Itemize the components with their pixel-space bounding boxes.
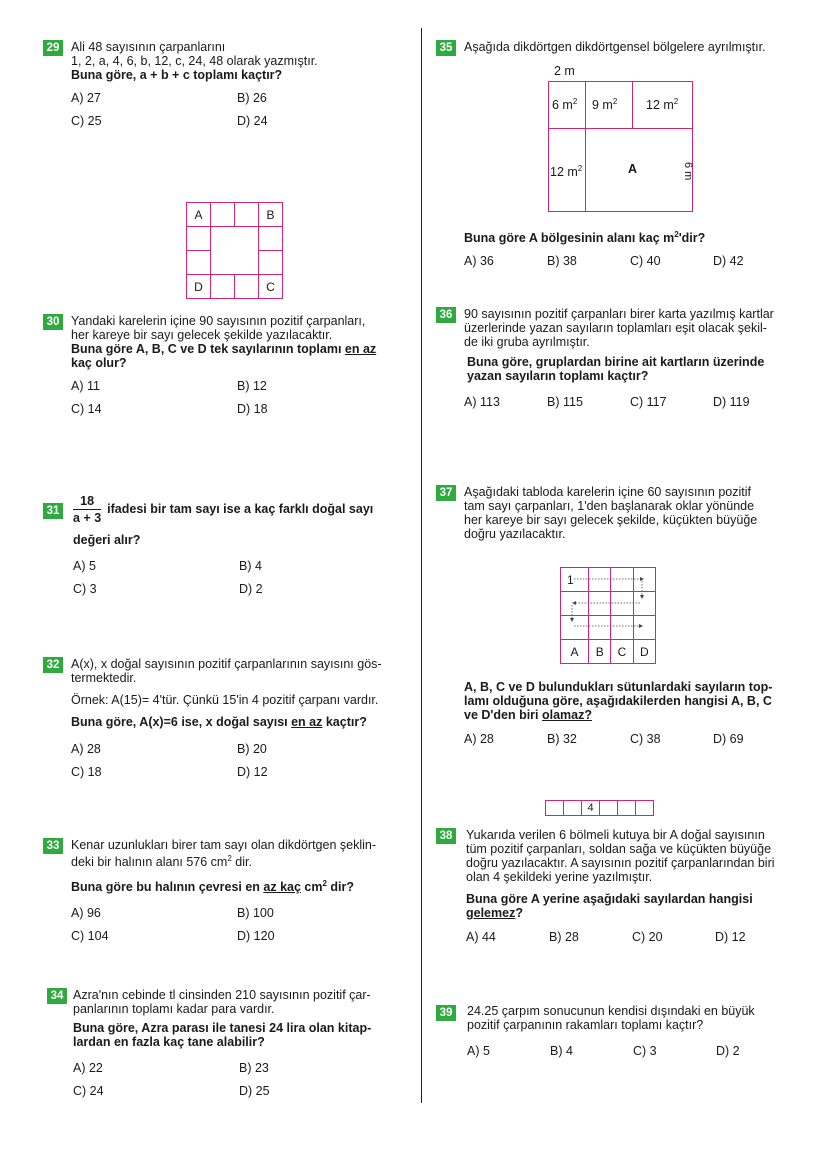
question-text: üzerlerinde yazan sayıların toplamları eşit olacak şekil- — [464, 321, 767, 335]
question-text: 90 sayısının pozitif çarpanları birer karta yazılmış kartlar — [464, 307, 774, 321]
example-text: Örnek: A(15)= 4'tür. Çünkü 15'in 4 pozitif çarpanı vardır. — [71, 693, 379, 707]
option-c[interactable]: C) 24 — [73, 1084, 104, 1098]
question-number: 38 — [436, 828, 456, 844]
question-prompt: ve D'den biri olamaz? — [464, 708, 593, 722]
line — [632, 81, 633, 128]
box-cell — [564, 801, 582, 816]
grid-cell-b: B — [589, 640, 611, 664]
question-35 — [436, 40, 816, 54]
option-d[interactable]: D) 18 — [237, 402, 268, 416]
option-a[interactable]: A) 28 — [71, 742, 101, 756]
question-number: 31 — [43, 503, 63, 519]
option-a[interactable]: A) 11 — [71, 379, 100, 393]
question-text: Yukarıda verilen 6 bölmeli kutuya bir A doğal sayısının — [466, 828, 765, 842]
option-c[interactable]: C) 25 — [71, 114, 102, 128]
question-prompt: yazan sayıların toplamı kaçtır? — [467, 369, 649, 383]
option-c[interactable]: C) 3 — [633, 1044, 657, 1058]
option-b[interactable]: B) 4 — [550, 1044, 573, 1058]
question-37 — [436, 485, 816, 541]
question-prompt: A, B, C ve D bulundukları sütunlardaki sayıların top- — [464, 680, 773, 694]
question-text: doğru yazılacaktır. A sayısının pozitif çarpanlarından biri — [466, 856, 775, 870]
option-d[interactable]: D) 120 — [237, 929, 275, 944]
question-text: Yandaki karelerin içine 90 sayısının pozitif çarpanları, — [71, 314, 366, 328]
question-prompt: Buna göre A yerine aşağıdaki sayılardan hangisi — [466, 892, 753, 906]
grid-cell — [187, 251, 211, 275]
question-prompt: lardan en fazla kaç tane alabilir? — [73, 1035, 265, 1049]
region-12m2-top: 12 $m^2$ — [646, 97, 679, 113]
grid-cell-a: A — [187, 203, 211, 227]
option-b[interactable]: B) 26 — [237, 91, 267, 105]
option-c[interactable]: C) 40 — [630, 254, 661, 269]
question-prompt: Buna göre bu halının çevresi en az kaç $cm^2$ dir? — [71, 879, 355, 895]
grid-cell-c: C — [611, 640, 633, 664]
q37-grid-figure — [560, 567, 656, 661]
grid-cell — [259, 251, 283, 275]
option-b[interactable]: B) 28 — [549, 930, 579, 944]
arrow-head — [572, 601, 576, 605]
option-c[interactable]: C) 117 — [630, 395, 667, 409]
question-number: 33 — [43, 838, 63, 854]
option-c[interactable]: C) 20 — [632, 930, 663, 944]
option-d[interactable]: D) 12 — [715, 930, 746, 944]
question-31 — [43, 494, 413, 596]
question-prompt: Buna göre A bölgesinin alanı kaç $m^2'dir$? — [464, 230, 706, 246]
grid-cell-c: C — [259, 275, 283, 299]
question-29 — [43, 40, 413, 128]
arrow-head — [639, 624, 643, 628]
box-cell — [636, 801, 654, 816]
question-text: her kareye bir sayı gelecek şekilde yazılacaktır. — [71, 328, 333, 342]
grid-cell — [259, 227, 283, 251]
grid-cell-b: B — [259, 203, 283, 227]
question-text: A(x), x doğal sayısının pozitif çarpanlarının sayısını gös- — [71, 657, 382, 671]
question-text: Aşağıdaki tabloda karelerin içine 60 sayısının pozitif — [464, 485, 751, 499]
question-prompt: Buna göre, Azra parası ile tanesi 24 lira olan kitap- — [73, 1021, 372, 1035]
question-text: Kenar uzunlukları birer tam sayı olan dikdörtgen şeklin- — [71, 838, 377, 852]
question-text: Ali 48 sayısının çarpanlarını — [71, 40, 226, 54]
box-cell — [618, 801, 636, 816]
arrow-head — [570, 618, 574, 622]
grid-cell — [235, 203, 259, 227]
line — [585, 81, 586, 212]
option-a[interactable]: A) 22 — [73, 1061, 103, 1075]
line — [548, 128, 693, 129]
option-d[interactable]: D) 2 — [716, 1044, 740, 1058]
question-36 — [436, 307, 816, 409]
box-cell-4: 4 — [582, 801, 600, 816]
option-a[interactable]: A) 44 — [466, 930, 496, 944]
option-d[interactable]: D) 69 — [713, 732, 744, 746]
option-a[interactable]: A) 27 — [71, 91, 101, 105]
grid-cell-d: D — [187, 275, 211, 299]
option-b[interactable]: B) 115 — [547, 395, 583, 409]
question-prompt: Buna göre A, B, C ve D tek sayılarının toplamı en az kaç olur? — [71, 342, 377, 370]
q38-six-box-figure — [545, 800, 654, 816]
question-text: deki bir halının alanı 576 $cm^2$ dir. — [71, 854, 252, 870]
question-prompt: Buna göre, gruplardan birine ait kartların üzerinde — [467, 355, 765, 369]
question-text: tüm pozitif çarpanları, soldan sağa ve küçükten büyüğe — [466, 842, 772, 856]
option-d[interactable]: D) 2 — [239, 582, 263, 596]
option-a[interactable]: A) 113 — [464, 395, 500, 409]
option-c[interactable]: C) 38 — [630, 732, 661, 746]
grid-cell — [211, 203, 235, 227]
question-prompt: lamı olduğuna göre, aşağıdakilerden hangisi A, B, C — [464, 694, 772, 708]
question-30 — [43, 314, 413, 416]
question-number: 37 — [436, 485, 456, 501]
region-9m2: 9 $m^2$ — [592, 97, 618, 113]
option-c[interactable]: C) 14 — [71, 402, 102, 416]
grid-cell — [211, 275, 235, 299]
question-text: 24.25 çarpım sonucunun kendisi dışındaki en büyük — [467, 1004, 755, 1018]
option-d[interactable]: D) 25 — [239, 1084, 270, 1098]
box-cell — [600, 801, 618, 816]
question-text: olan 4 şekildeki yerine yazılmıştır. — [466, 870, 653, 884]
question-prompt: değeri alır? — [73, 533, 141, 547]
option-b[interactable]: B) 38 — [547, 254, 577, 269]
question-text: Azra'nın cebinde tl cinsinden 210 sayısının pozitif çar- — [73, 988, 371, 1002]
option-d[interactable]: D) 42 — [713, 254, 744, 269]
region-12m2-left: 12 $m^2$ — [550, 164, 583, 180]
option-b[interactable]: B) 12 — [237, 379, 267, 393]
grid-cell — [187, 227, 211, 251]
label-top-2m: 2 m — [554, 64, 575, 78]
question-prompt: $\frac{18}{a + 3}$ ifadesi bir tam sayı ise a kaç farklı doğal sayı — [73, 494, 374, 525]
question-number: 34 — [47, 988, 67, 1004]
option-a[interactable]: A) 36 — [464, 254, 494, 269]
question-number: 35 — [436, 40, 456, 56]
region-6m2: 6 $m^2$ — [552, 97, 578, 113]
option-a[interactable]: A) 96 — [71, 906, 101, 921]
question-number: 32 — [43, 657, 63, 673]
grid-cell-1: 1 — [561, 568, 589, 592]
option-c[interactable]: C) 104 — [71, 929, 109, 944]
column-divider — [421, 28, 422, 1103]
grid-cell-a: A — [561, 640, 589, 664]
question-33 — [43, 838, 413, 943]
option-a[interactable]: A) 28 — [464, 732, 494, 746]
question-text: pozitif çarpanının rakamları toplamı kaçtır? — [467, 1018, 704, 1032]
option-c[interactable]: C) 3 — [73, 582, 97, 596]
q35-rectangle-figure — [548, 64, 728, 216]
grid-cell — [235, 275, 259, 299]
question-39 — [436, 1004, 816, 1058]
fraction: $\frac{18}{a + 3}$ — [73, 494, 102, 525]
box-cell — [546, 801, 564, 816]
question-prompt: Buna göre, A(x)=6 ise, x doğal sayısı en az kaçtır? — [71, 715, 367, 729]
arrow-head — [640, 595, 644, 599]
region-a: A — [628, 162, 638, 176]
option-a[interactable]: A) 5 — [73, 559, 96, 573]
option-d[interactable]: D) 12 — [237, 765, 268, 779]
question-text: panlarının toplamı kadar para vardır. — [73, 1002, 275, 1016]
label-side-6m: 6 m — [682, 162, 694, 181]
grid-cell-d: D — [633, 640, 655, 664]
question-text: de iki gruba ayrılmıştır. — [464, 335, 590, 349]
question-number: 36 — [436, 307, 456, 323]
option-b[interactable]: B) 20 — [237, 742, 267, 756]
question-number: 30 — [43, 314, 63, 330]
option-d[interactable]: D) 119 — [713, 395, 750, 409]
question-text: tam sayı çarpanları, 1'den başlanarak oklar yönünde — [464, 499, 755, 513]
q30-grid-figure — [186, 202, 283, 299]
question-35-prompt — [436, 228, 816, 268]
option-b[interactable]: B) 32 — [547, 732, 577, 746]
option-d[interactable]: D) 24 — [237, 114, 268, 128]
question-text: her kareye bir sayı gelecek şekilde, küçükten büyüğe — [464, 513, 758, 527]
question-number: 39 — [436, 1005, 456, 1021]
option-c[interactable]: C) 18 — [71, 765, 102, 779]
direction-arrows — [560, 567, 656, 661]
question-38 — [436, 828, 821, 944]
question-prompt: Buna göre, a + b + c toplamı kaçtır? — [71, 68, 283, 82]
question-text: termektedir. — [71, 671, 137, 685]
option-b[interactable]: B) 100 — [237, 906, 274, 921]
arrow-head — [640, 577, 644, 581]
question-32 — [43, 657, 413, 779]
question-text: doğru yazılacaktır. — [464, 527, 566, 541]
question-34 — [43, 988, 413, 1098]
question-37-prompt — [436, 680, 816, 746]
question-text: 1, 2, a, 4, 6, b, 12, c, 24, 48 olarak yazmıştır. — [71, 54, 318, 68]
question-number: 29 — [43, 40, 63, 56]
option-a[interactable]: A) 5 — [467, 1044, 490, 1058]
option-b[interactable]: B) 4 — [239, 559, 262, 573]
question-text: Aşağıda dikdörtgen dikdörtgensel bölgelere ayrılmıştır. — [464, 40, 766, 54]
question-prompt: gelemez? — [466, 906, 523, 920]
option-b[interactable]: B) 23 — [239, 1061, 269, 1075]
